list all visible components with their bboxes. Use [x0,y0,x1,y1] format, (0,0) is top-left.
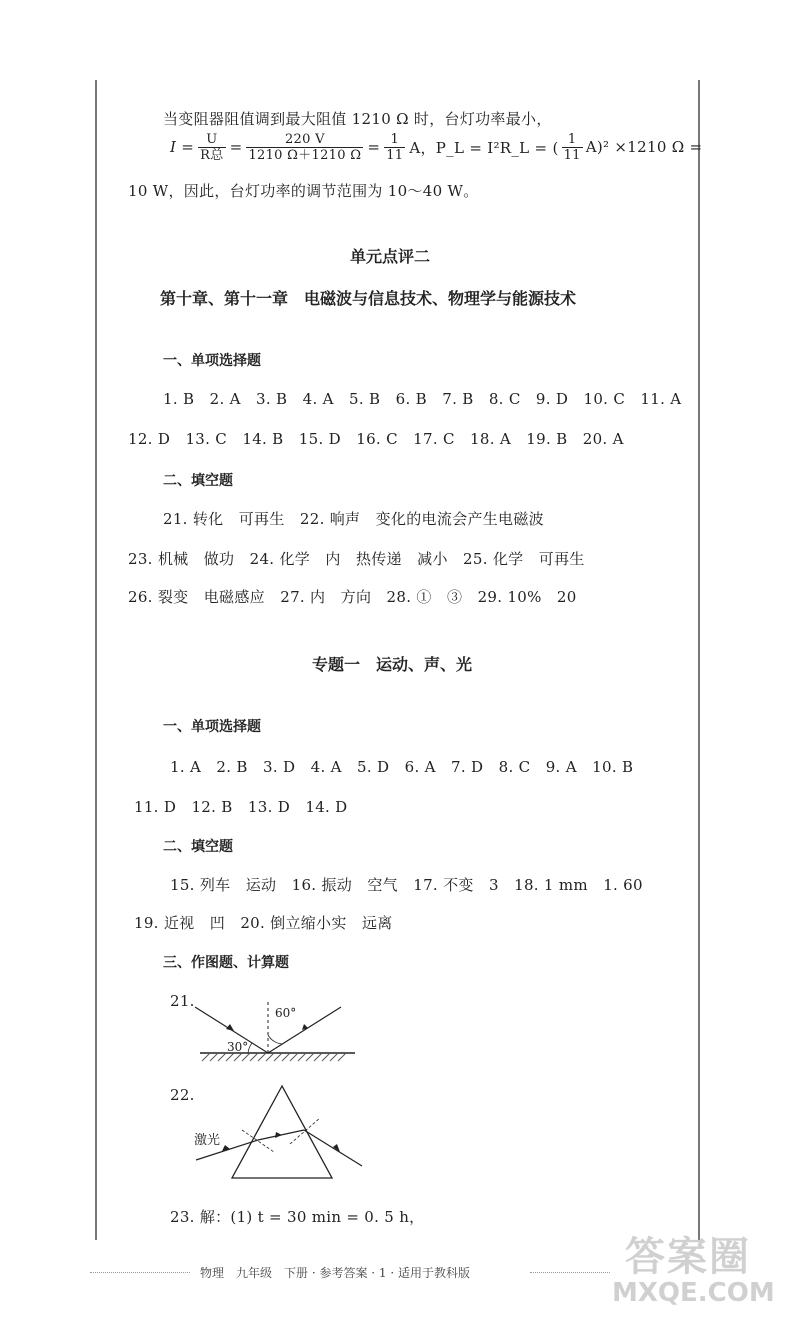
intro-line-3: 10 W，因此，台灯功率的调节范围为 10～40 W。 [128,182,479,200]
emergent-ray [304,1130,362,1166]
topic1-section-drawing-calc: 三、作图题、计算题 [163,955,289,971]
footer-dots-right [530,1272,610,1273]
topic1-title: 专题一 运动、声、光 [312,655,473,674]
fraction-denominator: 11 [386,147,404,163]
fraction-denominator: 1210 Ω＋1210 Ω [248,147,362,163]
power-equation [170,122,702,172]
eq-power-part: A，P_L = I²R_L = ( [409,138,559,157]
fraction-current [384,132,405,163]
normal-at-entry [242,1130,274,1152]
fraction-voltage [246,132,363,163]
topic1-section-multiple-choice: 一、单项选择题 [163,719,261,735]
unit2-section-multiple-choice: 一、单项选择题 [163,353,261,369]
unit2-fill-row-3: 26. 裂变 电磁感应 27. 内 方向 28. ① ③ 29. 10% 20 [128,588,577,606]
unit2-fill-row-1: 21. 转化 可再生 22. 响声 变化的电流会产生电磁波 [163,510,544,528]
reflection-diagram [190,995,360,1075]
eq-sign: = [367,138,381,156]
laser-label: 激光 [194,1133,221,1148]
angle-arc-30 [248,1043,252,1053]
topic1-mc-row-2: 11. D 12. B 13. D 14. D [134,798,348,816]
fraction-denominator: R总 [200,147,224,163]
fraction-numerator: 1 [562,132,583,148]
unit2-title: 单元点评二 [349,247,430,266]
topic1-fill-row-2: 19. 近视 凹 20. 倒立缩小实 远离 [134,914,393,932]
q22-label: 22. [170,1086,195,1104]
q21-label: 21. [170,992,195,1010]
fraction-numerator: 1 [384,132,405,148]
fraction-numerator: 220 V [246,132,363,148]
footer-text: 物理 九年级 下册 · 参考答案 · 1 · 适用于教科版 [200,1266,470,1280]
watermark-logo: 答案圈 [625,1234,751,1280]
fraction-current-squared [562,132,583,163]
footer-dots-left [90,1272,190,1273]
fraction-u-over-r [198,132,225,163]
eq-i: I = [170,138,195,156]
unit2-mc-row-2: 12. D 13. C 14. B 15. D 16. C 17. C 18. A 19. B 20. A [128,430,624,448]
eq-sign: = [229,138,243,156]
topic1-fill-row-1: 15. 列车 运动 16. 振动 空气 17. 不变 3 18. 1 mm 1. 60 [170,876,643,894]
prism-diagram [190,1082,380,1192]
intro-line-1: 当变阻器阻值调到最大阻值 1210 Ω 时，台灯功率最小， [163,110,552,128]
mirror-hatching [202,1053,346,1061]
unit2-subtitle: 第十章、第十一章 电磁波与信息技术、物理学与能源技术 [160,289,577,308]
topic1-section-fill-blank: 二、填空题 [163,839,233,855]
unit2-section-fill-blank: 二、填空题 [163,473,233,489]
prism-outline [232,1086,332,1178]
angle-label-60: 60° [275,1006,297,1020]
topic1-mc-row-1: 1. A 2. B 3. D 4. A 5. D 6. A 7. D 8. C 9. A 10. B [170,758,634,776]
eq-power-result: A)² ×1210 Ω = [585,138,703,156]
fraction-numerator: U [198,132,225,148]
watermark-url: MXQE.COM [612,1278,775,1308]
unit2-mc-row-1: 1. B 2. A 3. B 4. A 5. B 6. B 7. B 8. C 9. D 10. C 11. A [163,390,682,408]
inside-ray-arrow [275,1132,282,1138]
angle-label-30: 30° [227,1040,249,1054]
q23-solution: 23. 解：(1) t = 30 min = 0. 5 h， [170,1208,425,1226]
angle-arc-60 [268,1035,282,1044]
fraction-denominator: 11 [563,147,581,163]
unit2-fill-row-2: 23. 机械 做功 24. 化学 内 热传递 减小 25. 化学 可再生 [128,550,585,568]
